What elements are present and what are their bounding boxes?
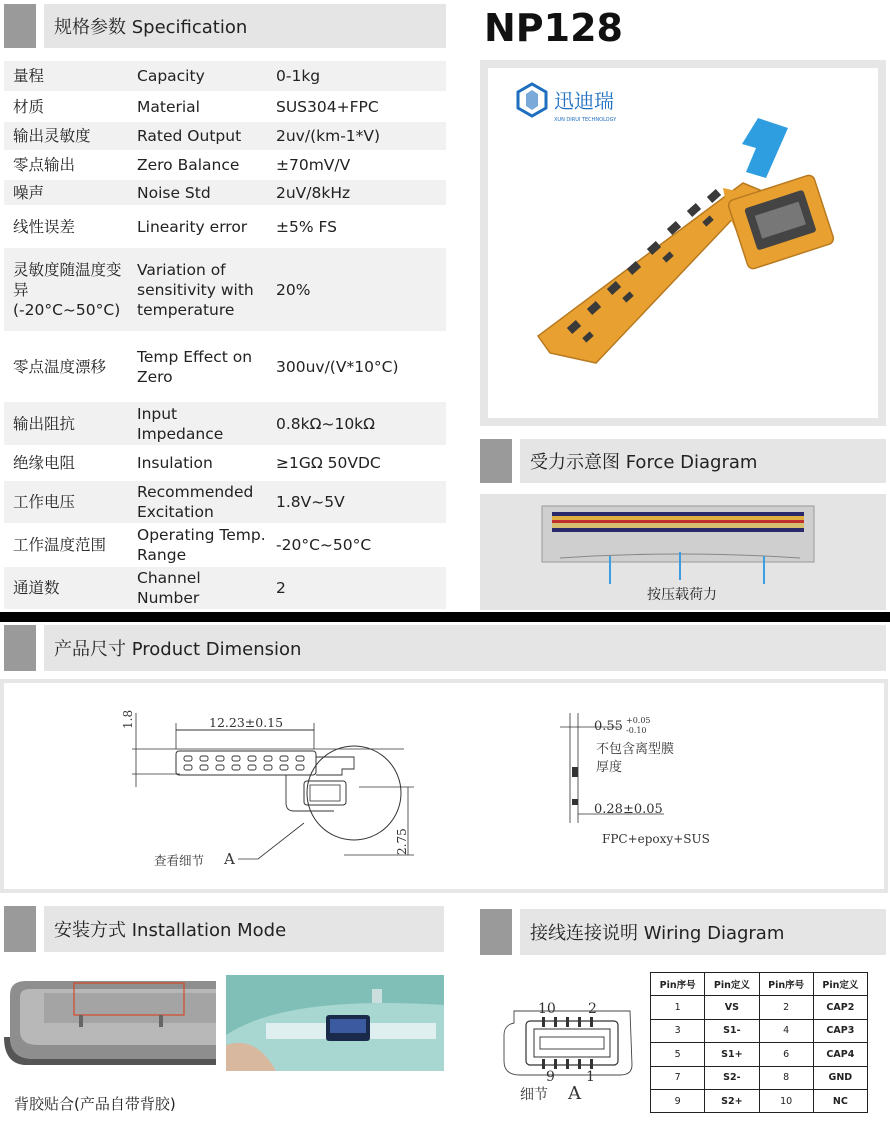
pin-cell: CAP2 <box>813 996 867 1019</box>
table-row <box>4 524 446 567</box>
installation-photo <box>226 975 444 1071</box>
thickness-note-1: 不包含离型膜 <box>596 742 675 757</box>
pin-header: Pin序号 <box>651 973 705 996</box>
pin-cell: CAP3 <box>813 1019 867 1042</box>
pin-cell: 10 <box>759 1089 813 1112</box>
spec-cn: 噪声 <box>4 180 128 206</box>
pin-cell: VS <box>705 996 759 1019</box>
connector-pin-2: 2 <box>588 1001 597 1017</box>
pin-cell: 6 <box>759 1043 813 1066</box>
spec-value: ≥1GΩ 50VDC <box>267 446 446 481</box>
dim-height: 1.8 <box>121 709 135 729</box>
spec-value: SUS304+FPC <box>267 92 446 122</box>
material-stack: FPC+epoxy+SUS <box>602 832 710 846</box>
spec-section-title: 规格参数 Specification <box>44 4 446 48</box>
table-row <box>4 446 446 481</box>
fpc-strip <box>538 183 760 363</box>
spec-en: Temp Effect on Zero <box>128 332 267 402</box>
connector-detail-drawing <box>500 995 640 1107</box>
spec-en: Rated Output <box>128 122 267 151</box>
dimension-section-header <box>4 625 886 671</box>
pin-cell: 8 <box>759 1066 813 1089</box>
spec-en: Input Impedance <box>128 402 267 446</box>
product-illustration <box>488 68 878 418</box>
spec-cn: 灵敏度随温度变异(-20°C~50°C) <box>4 248 128 332</box>
dim-length: 12.23±0.15 <box>209 715 284 730</box>
table-row <box>4 248 446 332</box>
pin-cell: 7 <box>651 1066 705 1089</box>
thickness-top-tol-minus: -0.10 <box>626 726 647 735</box>
section-divider <box>0 612 890 622</box>
header-square <box>4 906 36 952</box>
header-square <box>4 4 36 48</box>
table-row <box>4 567 446 609</box>
wiring-detail-letter: A <box>568 1083 581 1104</box>
brand-logo <box>518 84 617 123</box>
installation-device-image <box>4 975 216 1065</box>
spec-cn: 零点温度漂移 <box>4 332 128 402</box>
spec-value: 300uv/(V*10°C) <box>267 332 446 402</box>
brand-subtitle: XUN DIRUI TECHNOLOGY <box>554 117 617 123</box>
pin-cell: S2- <box>705 1066 759 1089</box>
spec-value: 20% <box>267 248 446 332</box>
dimension-section-title: 产品尺寸 Product Dimension <box>44 625 886 671</box>
installation-section-header <box>4 906 444 952</box>
connector-pin-1: 1 <box>586 1069 595 1085</box>
table-row <box>651 1043 868 1066</box>
header-square <box>480 909 512 955</box>
table-row <box>4 151 446 180</box>
table-row <box>4 206 446 248</box>
header-square <box>4 625 36 671</box>
dimension-drawing <box>4 683 884 889</box>
pin-cell: CAP4 <box>813 1043 867 1066</box>
connector-pin-9: 9 <box>546 1069 555 1085</box>
dimension-svg <box>4 683 884 889</box>
pin-header: Pin定义 <box>705 973 759 996</box>
table-row <box>651 1089 868 1112</box>
spec-cn: 工作温度范围 <box>4 524 128 567</box>
spec-en: Material <box>128 92 267 122</box>
pin-cell: S2+ <box>705 1089 759 1112</box>
spec-value: 2uv/(km-1*V) <box>267 122 446 151</box>
pin-cell: 9 <box>651 1089 705 1112</box>
spec-cn: 输出阻抗 <box>4 402 128 446</box>
dimension-drawing-frame <box>0 679 888 893</box>
force-caption: 按压载荷力 <box>647 587 717 603</box>
spec-cn: 输出灵敏度 <box>4 122 128 151</box>
installation-section-title: 安装方式 Installation Mode <box>44 906 444 952</box>
spec-value: 2 <box>267 567 446 609</box>
pin-cell: 1 <box>651 996 705 1019</box>
wiring-section-title: 接线连接说明 Wiring Diagram <box>520 909 886 955</box>
spec-en: Noise Std <box>128 180 267 206</box>
detail-letter: A <box>224 850 235 868</box>
spec-value: 0.8kΩ~10kΩ <box>267 402 446 446</box>
model-title: NP128 <box>484 6 623 50</box>
force-diagram <box>480 494 886 610</box>
spec-en: Recommended Excitation <box>128 481 267 524</box>
wiring-detail-label: 细节 <box>520 1087 548 1103</box>
spec-section-header <box>4 4 446 48</box>
table-row <box>651 996 868 1019</box>
table-row <box>4 92 446 122</box>
product-photo-frame <box>480 60 886 426</box>
table-row <box>4 481 446 524</box>
pin-header: Pin定义 <box>813 973 867 996</box>
table-row <box>651 1019 868 1042</box>
force-section-title: 受力示意图 Force Diagram <box>520 439 886 483</box>
spec-value: 1.8V~5V <box>267 481 446 524</box>
spec-en: Linearity error <box>128 206 267 248</box>
thickness-top-tol-plus: +0.05 <box>626 716 651 725</box>
thickness-bottom: 0.28±0.05 <box>594 802 663 817</box>
spec-cn: 通道数 <box>4 567 128 609</box>
connector-pin-10: 10 <box>538 1001 556 1017</box>
table-row <box>4 402 446 446</box>
table-row <box>4 332 446 402</box>
spec-value: ±5% FS <box>267 206 446 248</box>
dim-side: 2.75 <box>395 828 409 855</box>
pin-cell: 5 <box>651 1043 705 1066</box>
fpc-blue-tail <box>742 118 788 178</box>
pin-table <box>650 972 868 1113</box>
pin-table-header <box>651 973 868 996</box>
thickness-top: 0.55 <box>594 719 623 734</box>
pin-cell: NC <box>813 1089 867 1112</box>
installation-caption: 背胶贴合(产品自带背胶) <box>14 1095 176 1113</box>
spec-value: -20°C~50°C <box>267 524 446 567</box>
spec-en: Channel Number <box>128 567 267 609</box>
spec-en: Capacity <box>128 61 267 92</box>
table-row <box>4 61 446 92</box>
table-row <box>4 180 446 206</box>
pin-cell: 4 <box>759 1019 813 1042</box>
spec-value: 0-1kg <box>267 61 446 92</box>
brand-name: 迅迪瑞 <box>554 89 614 113</box>
spec-en: Variation of sensitivity with temperature <box>128 248 267 332</box>
spec-value: ±70mV/V <box>267 151 446 180</box>
spec-cn: 工作电压 <box>4 481 128 524</box>
pin-cell: 3 <box>651 1019 705 1042</box>
spec-cn: 线性误差 <box>4 206 128 248</box>
table-row <box>4 122 446 151</box>
spec-en: Zero Balance <box>128 151 267 180</box>
wiring-section-header <box>480 909 886 955</box>
spec-en: Insulation <box>128 446 267 481</box>
spec-cn: 绝缘电阻 <box>4 446 128 481</box>
spec-table <box>4 60 446 609</box>
pin-cell: S1- <box>705 1019 759 1042</box>
product-photo <box>488 68 878 418</box>
spec-en: Operating Temp. Range <box>128 524 267 567</box>
force-section-header <box>480 439 886 483</box>
spec-value: 2uV/8kHz <box>267 180 446 206</box>
pin-cell: S1+ <box>705 1043 759 1066</box>
pin-cell: GND <box>813 1066 867 1089</box>
detail-label: 查看细节 <box>154 853 205 868</box>
spec-cn: 量程 <box>4 61 128 92</box>
table-row <box>651 1066 868 1089</box>
spec-cn: 零点输出 <box>4 151 128 180</box>
pin-header: Pin序号 <box>759 973 813 996</box>
thickness-note-2: 厚度 <box>596 760 623 775</box>
header-square <box>480 439 512 483</box>
pin-cell: 2 <box>759 996 813 1019</box>
spec-cn: 材质 <box>4 92 128 122</box>
